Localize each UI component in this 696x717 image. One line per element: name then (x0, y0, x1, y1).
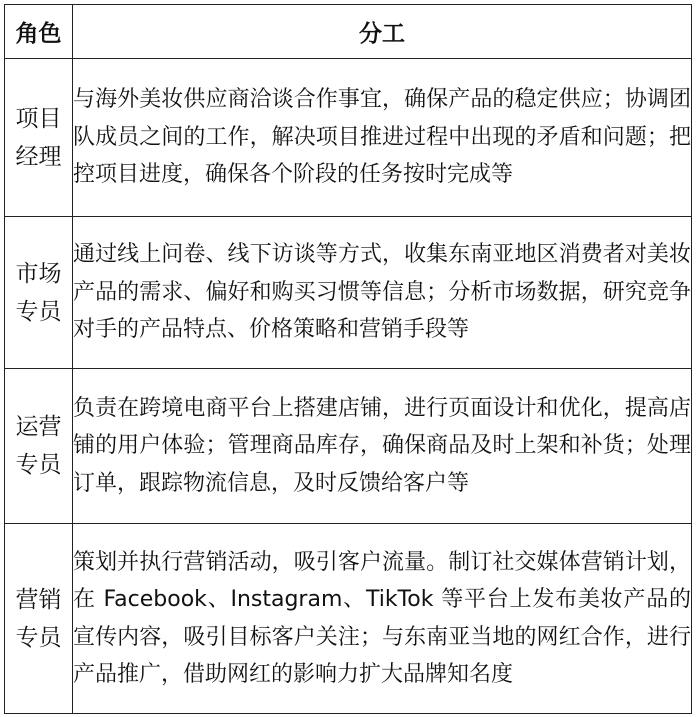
header-duty: 分工 (73, 5, 692, 59)
role-marketing-specialist: 营销专员 (15, 586, 62, 651)
role-market-specialist: 市场专员 (15, 260, 62, 325)
table-row (5, 369, 692, 524)
roles-table (4, 4, 692, 714)
role-project-manager: 项目经理 (15, 105, 62, 170)
header-role: 角色 (5, 5, 73, 59)
role-cell (5, 217, 73, 369)
duty-project-manager: 与海外美妆供应商洽谈合作事宜，确保产品的稳定供应；协调团队成员之间的工作，解决项目推进过程中出现的矛盾和问题；把控项目进度，确保各个阶段的任务按时完成等 (73, 59, 692, 217)
table-row (5, 524, 692, 714)
table-header-row (5, 5, 692, 59)
table-row (5, 217, 692, 369)
role-cell (5, 369, 73, 524)
table-row (5, 59, 692, 217)
duty-operations-specialist: 负责在跨境电商平台上搭建店铺，进行页面设计和优化，提高店铺的用户体验；管理商品库存，确保商品及时上架和补货；处理订单，跟踪物流信息，及时反馈给客户等 (73, 369, 692, 524)
role-cell (5, 524, 73, 714)
duty-market-specialist: 通过线上问卷、线下访谈等方式，收集东南亚地区消费者对美妆产品的需求、偏好和购买习惯等信息；分析市场数据，研究竞争对手的产品特点、价格策略和营销手段等 (73, 217, 692, 369)
duty-marketing-specialist: 策划并执行营销活动，吸引客户流量。制订社交媒体营销计划，在 Facebook、Instagram、TikTok 等平台上发布美妆产品的宣传内容，吸引目标客户关注；与东南亚当地的网红合作，进行产品推广，借助网红的影响力扩大品牌知名度 (73, 524, 692, 714)
role-operations-specialist: 运营专员 (15, 414, 62, 478)
role-cell (5, 59, 73, 217)
